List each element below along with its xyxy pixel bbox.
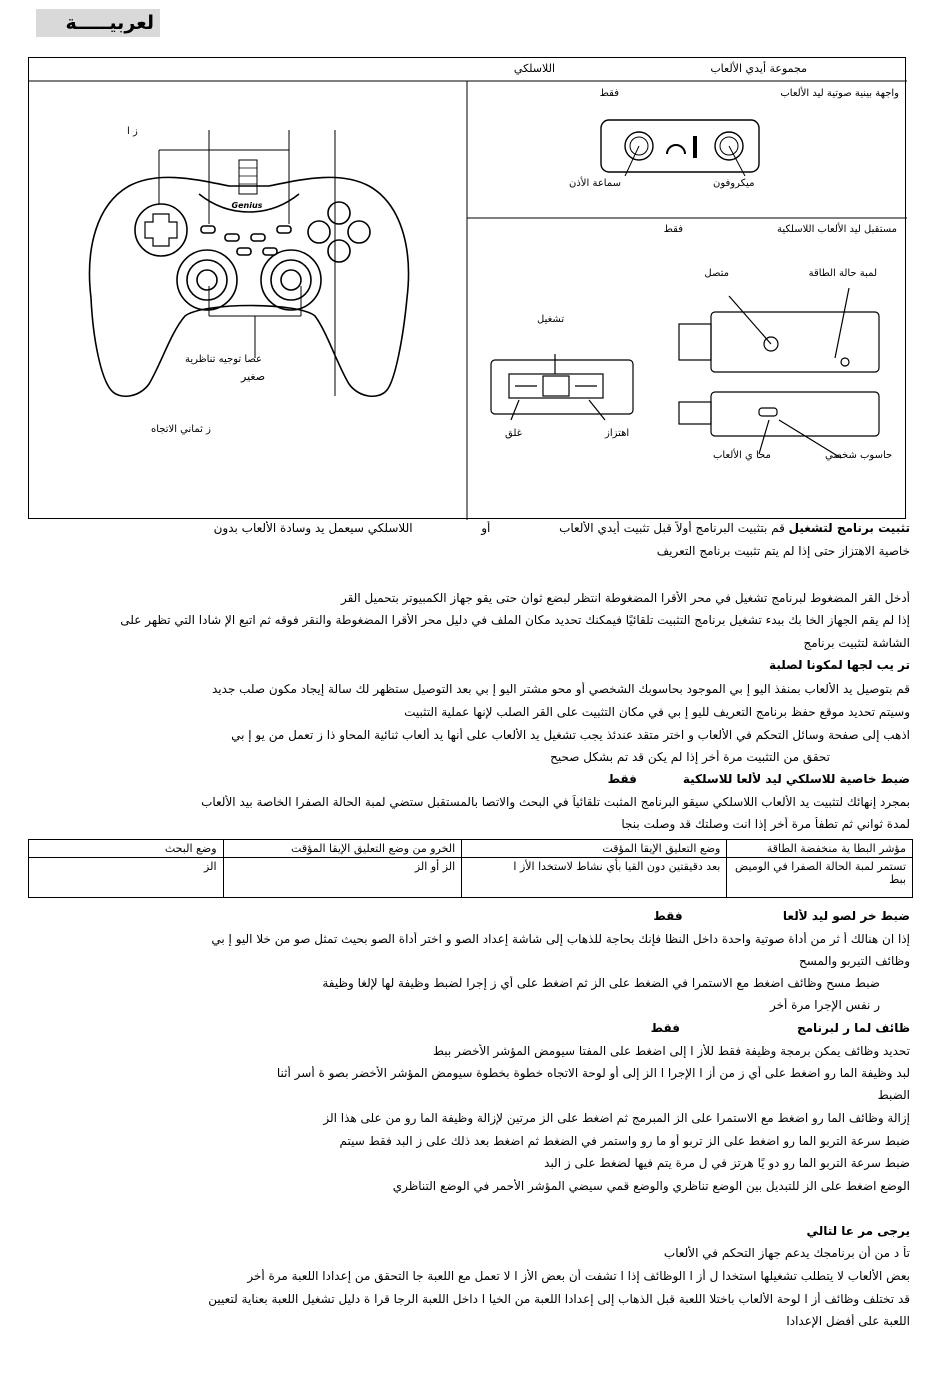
functions-heading: ظائف لما ر لبرنامج فقط — [650, 1021, 910, 1035]
table-cell: تستمر لمبة الحالة الصفرا في الوميض ببط — [727, 858, 913, 898]
sound-p4: ر نفس الإجرا مرة أخر — [769, 998, 880, 1012]
notes-n1: تأ د من أن برنامجك يدعم جهاز التحكم في الألعاب — [663, 1246, 910, 1260]
table-header-cell: وضع التعليق الإيقا المؤقت — [462, 840, 727, 858]
hardware-p3: اذهب إلى صفحة وسائل التحكم في الألعاب و اختر متقد عندئذ يجب تشغيل يد الألعاب على أنها يد ألعاب ثنائية المحاو ذا ز تعمل من يو إ بي — [231, 728, 910, 742]
table-header-row — [29, 840, 913, 858]
brand-logo: Genius — [231, 201, 263, 210]
mic-label: ميكروفون — [713, 178, 755, 189]
notes-n2: بعض الألعاب لا يتطلب تشغيلها استخدا ل أز ا الوظائف إذا ا تشفت أن بعض الأز ا لا تعمل مع اللعبة جا التحقق من إعدادا اللعبة مرة أخر — [247, 1269, 910, 1283]
functions-r5: ضبط سرعة التربو الما رو اضغط على الز تربو أو ما رو واستمر في الضغط ثم اضغط بعد ذلك على ز البد فقط سيتم — [339, 1134, 910, 1148]
product-figure — [28, 57, 906, 519]
analog-label-2: صغير — [241, 370, 266, 383]
hardware-p1: قم بتوصيل يد الألعاب بمنفذ اليو إ بي الموجود بحاسوبك الشخصي أو محو مشتر اليو إ بي بعد التوصيل ستظهر لك سالة إيجاد مكون صلب جديد — [211, 682, 910, 696]
connected-label: متصل — [704, 268, 729, 279]
hardware-heading: تر يب لجها لمكونا لصلبة — [769, 658, 910, 672]
table-row — [29, 858, 913, 898]
hardware-p4: تحقق من التثبيت مرة أخر إذا لم يكن قد تم بشكل صحيح — [550, 750, 830, 764]
sound-p2: وظائف التيربو والمسح — [799, 954, 910, 968]
sound-heading: ضبط خر لصو ليد لألعا فقط — [653, 909, 910, 923]
receiver-only: فقط — [663, 224, 683, 235]
on-label: تشغيل — [537, 314, 565, 325]
notes-heading: يرجى مر عا لتالي — [806, 1224, 910, 1238]
audio-title: واجهة بينية صوتية ليد الألعاب — [780, 88, 899, 99]
figure-title: مجموعة أيدي الألعاب — [710, 62, 807, 75]
hardware-p2: وسيتم تحديد موقع حفظ برنامج التعريف لليو إ بي في مكان التثبيت على القر الصلب لإنها عملية التثبيت — [404, 705, 910, 719]
gamepad-label: محا ي الألعاب — [713, 450, 771, 461]
table-cell: بعد دقيقتين دون القيا بأي نشاط لاستخدا الأز ا — [462, 858, 727, 898]
off-label: غلق — [505, 428, 522, 439]
install-line-1: تثبيت برنامج لتشغيل قم بتثبيت البرنامج أولاً قبل تثبيت أيدي الألعاب أو اللاسلكي سيعمل يد وسادة الألعاب بدون — [213, 521, 910, 535]
install-line-2: خاصية الاهتزاز حتى إذا لم يتم تثبيت برنامج التعريف — [656, 544, 910, 558]
figure-title-suffix: اللاسلكي — [513, 62, 555, 75]
wireless-heading: ضبط خاصية للاسلكي ليد لألعا للاسلكية فقط — [607, 772, 910, 786]
install-p2: إذا لم يقم الجهاز الخا بك ببدء تشغيل برنامج التثبيت تلقائيًا فيمكنك تحديد مكان الملف في دليل محر الأقرا المضغوطة والنقر فوقه ثم اتبع الإ شادا التي تظهر على — [120, 613, 910, 627]
analog-label: عصا توجيه تناظرية — [185, 354, 263, 365]
buttons-label: ز ا — [127, 126, 138, 137]
audio-jack-drawing — [601, 120, 759, 176]
notes-n4: اللعبة على أفضل الإعدادا — [786, 1314, 910, 1328]
pc-label: حاسوب شخصي — [825, 450, 893, 461]
language-tag: لعربيـــــة — [36, 9, 160, 37]
table-header-cell: وضع البحث — [29, 840, 224, 858]
receiver-title: مستقبل ليد الألعاب اللاسلكية — [777, 224, 897, 235]
status-table — [28, 839, 913, 898]
notes-n3: قد تختلف وظائف أز ا لوحة الألعاب باختلا اللعبة قبل الذهاب إلى إعدادا اللعبة من الخيا ا داخل اللعبة الرجا قرا ة دليل تشغيل اللعبة بعناية لتعيين — [208, 1292, 910, 1306]
functions-r7: الوضع اضغط على الز للتبديل بين الوضع تناظري والوضع قمي سيضي المؤشر الأحمر في الوضع التناظري — [392, 1179, 910, 1193]
headphone-label: سماعة الأذن — [569, 178, 621, 189]
install-p3: الشاشة لتثبيت برنامج — [803, 636, 910, 650]
table-header-cell: مؤشر البطا ية منخفضة الطاقة — [727, 840, 913, 858]
wireless-p1: بمجرد إنهائك لتثبيت يد الألعاب اللاسلكي سيقو البرنامج المثبت تلقائياً في البحث والاتصا بالمستقبل ستضي لمبة الحالة الصفرا الخاصة بيد الألعاب — [201, 795, 910, 809]
sound-p3: ضبط مسح وظائف اضغط مع الاستمرا في الضغط على الز ثم اضغط على أي ز إجرا لضبط وظيفة لها لإلغا وظيفة — [322, 976, 880, 990]
functions-r2: لبد وظيفة الما رو اضغط على أي ز من أز ا الإجرا ا الز إلى أو لوحة الاتجاه خطوة بخطوة سيومض المؤشر الأخضر بصو ة أسر أثنا — [276, 1066, 910, 1080]
functions-r6: ضبط سرعة التربو الما رو دو يًا هرتز في ل مرة يتم فيها لضغط على ز البد — [544, 1156, 910, 1170]
audio-only: فقط — [599, 88, 619, 99]
wireless-p2: لمدة ثواني ثم تطفأ مرة أخر إذا انت وصلتك قد وصلت بنجا — [621, 817, 910, 831]
vibration-label: اهتزاز — [605, 428, 630, 439]
table-cell: الز أو الز — [223, 858, 462, 898]
table-header-cell: الخرو من وضع التعليق الإيقا المؤقت — [223, 840, 462, 858]
functions-r3: الضبط — [877, 1088, 910, 1102]
power-led-label: لمبة حالة الطاقة — [808, 268, 877, 279]
functions-r1: تحديد وظائف يمكن برمجة وظيفة فقط للأز ا إلى اضغط على المفتا سيومض المؤشر الأخضر ببط — [432, 1044, 910, 1058]
install-p1: أدخل القر المضغوط لبرنامج تشغيل في محر الأقرا المضغوطة انتظر لبضع ثوان حتى يقو جهاز الكمبيوتر بتحميل القر — [340, 591, 910, 605]
sound-p1: إذا ان هنالك أ ثر من أداة صوتية واحدة داخل النظا فإنك بحاجة للذهاب إلى شاشة إعداد الصو و اختر أداة الصو بحيث تمثل صو من خلا اليو إ بي — [211, 932, 910, 946]
dpad-label: ز ثماني الاتجاه — [151, 424, 211, 435]
table-cell: الز — [29, 858, 224, 898]
functions-r4: إزالة وظائف الما رو اضغط مع الاستمرا على الز المبرمج ثم اضغط على الز مرتين لإزالة وظيفة الما رو من على هذا الز — [323, 1111, 910, 1125]
